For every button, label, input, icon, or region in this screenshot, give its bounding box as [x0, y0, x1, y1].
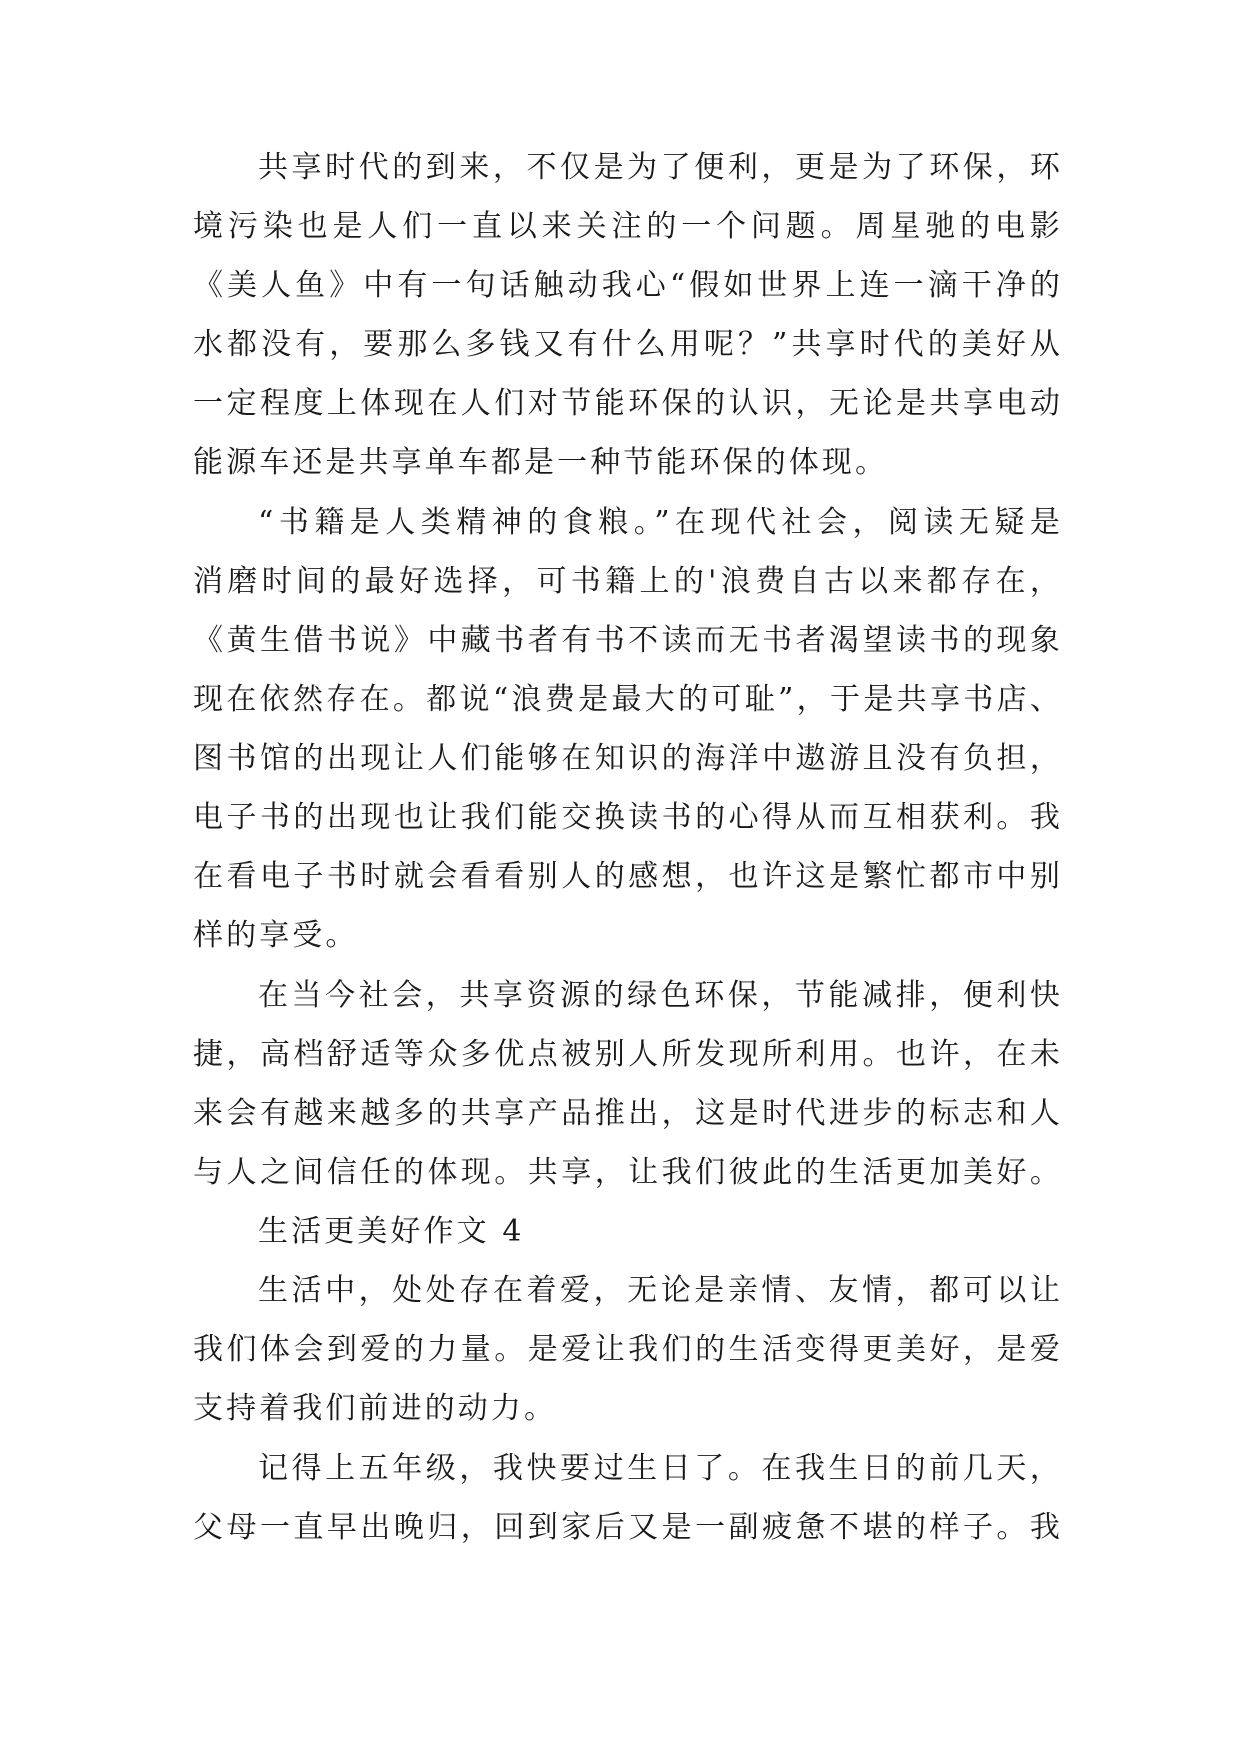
text-line: 支持着我们前进的动力。	[193, 1391, 558, 1426]
section-heading: 生活更美好作文 4	[258, 1214, 525, 1249]
text-line: 共享时代的到来，不仅是为了便利，更是为了环保，环	[258, 150, 1063, 185]
text-line: 父母一直早出晚归，回到家后又是一副疲惫不堪的样子。我	[193, 1510, 1063, 1545]
text-line: 在看电子书时就会看看别人的感想，也许这是繁忙都市中别	[193, 859, 1063, 894]
text-line: “书籍是人类精神的食粮。”在现代社会，阅读无疑是	[258, 505, 1063, 540]
text-line: 《黄生借书说》中藏书者有书不读而无书者渴望读书的现象	[193, 623, 1063, 658]
text-line: 捷，高档舒适等众多优点被别人所发现所利用。也许，在未	[193, 1037, 1063, 1072]
text-line: 电子书的出现也让我们能交换读书的心得从而互相获利。我	[193, 800, 1063, 835]
text-line: 生活中，处处存在着爱，无论是亲情、友情，都可以让	[258, 1273, 1063, 1308]
text-line: 我们体会到爱的力量。是爱让我们的生活变得更美好，是爱	[193, 1332, 1063, 1367]
text-line: 记得上五年级，我快要过生日了。在我生日的前几天，	[258, 1451, 1063, 1486]
text-line: 在当今社会，共享资源的绿色环保，节能减排，便利快	[258, 978, 1063, 1013]
text-line: 境污染也是人们一直以来关注的一个问题。周星驰的电影	[193, 209, 1063, 244]
text-line: 样的享受。	[193, 918, 359, 953]
text-line: 一定程度上体现在人们对节能环保的认识，无论是共享电动	[193, 386, 1063, 421]
text-line: 现在依然存在。都说“浪费是最大的可耻”，于是共享书店、	[193, 682, 1063, 717]
text-line: 水都没有，要那么多钱又有什么用呢？”共享时代的美好从	[193, 327, 1063, 362]
text-line: 《美人鱼》中有一句话触动我心“假如世界上连一滴干净的	[193, 268, 1063, 303]
text-line: 来会有越来越多的共享产品推出，这是时代进步的标志和人	[193, 1096, 1063, 1131]
text-line: 能源车还是共享单车都是一种节能环保的体现。	[193, 445, 889, 480]
text-line: 消磨时间的最好选择，可书籍上的'浪费自古以来都存在，	[193, 564, 1063, 599]
text-line: 与人之间信任的体现。共享，让我们彼此的生活更加美好。	[193, 1155, 1063, 1190]
text-line: 图书馆的出现让人们能够在知识的海洋中遨游且没有负担，	[193, 741, 1063, 776]
